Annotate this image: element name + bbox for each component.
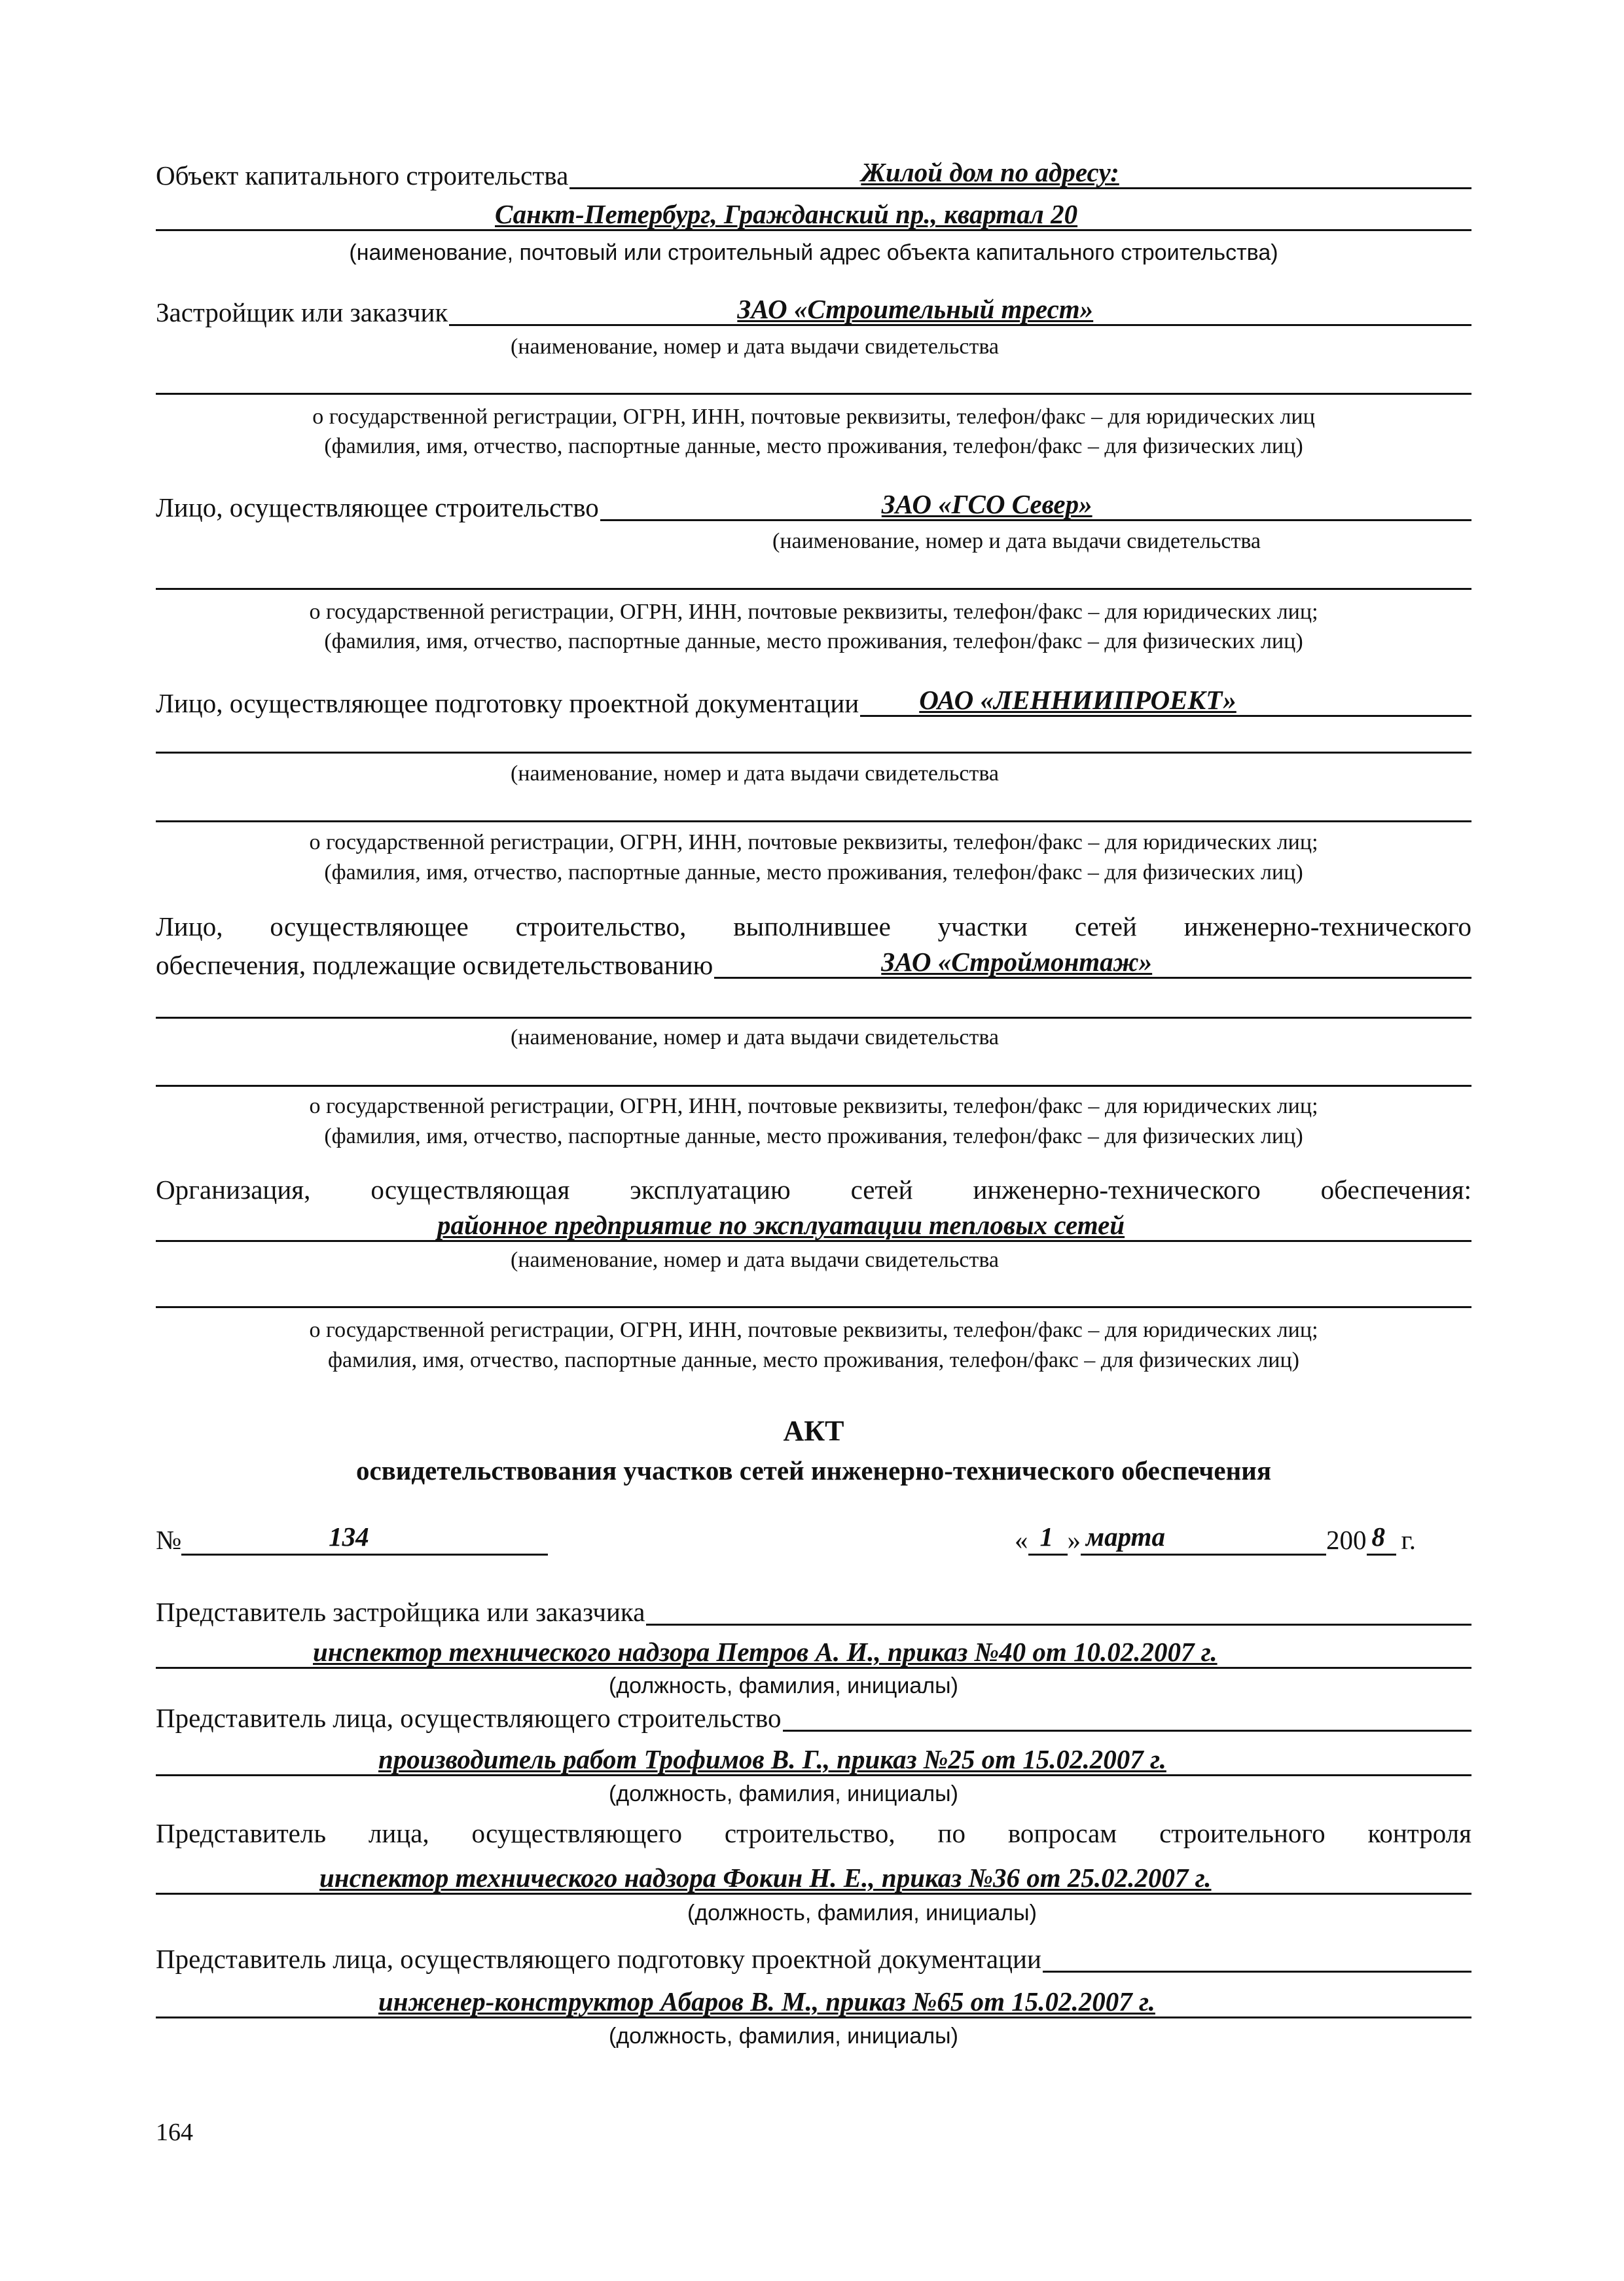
customer-note-1: (наименование, номер и дата выдачи свидетельства (511, 335, 1000, 359)
rep-3-value-field[interactable] (156, 1986, 1471, 2018)
object-field-1[interactable] (569, 157, 1471, 189)
designer-note-2: о государственной регистрации, ОГРН, ИНН, почтовые реквизиты, телефон/факс – для юридических лиц; (309, 830, 1318, 854)
networks-builder-field-3[interactable] (156, 1059, 1471, 1087)
rep-0-note: (должность, фамилия, инициалы) (609, 1673, 958, 1698)
rep-1-value-line (156, 1744, 1471, 1776)
rep-2-value-line (156, 1863, 1471, 1895)
rep-1-field[interactable] (783, 1704, 1472, 1732)
operator-blank-line (156, 1280, 1471, 1308)
designer-field[interactable] (860, 685, 1471, 717)
object-line (156, 157, 1471, 191)
operator-note-3: фамилия, имя, отчество, паспортные данные, место проживания, телефон/факс – для физических лиц) (328, 1348, 1299, 1372)
rep-2-note: (должность, фамилия, инициалы) (687, 1901, 1037, 1925)
operator-field-2[interactable] (156, 1280, 1471, 1308)
act-subtitle: освидетельствования участков сетей инженерно-технического обеспечения (355, 1455, 1272, 1486)
networks-builder-label-2: обеспечения, подлежащие освидетельствованию (156, 950, 713, 980)
act-day-field[interactable] (1028, 1522, 1068, 1556)
customer-note-3: (фамилия, имя, отчество, паспортные данные, место проживания, телефон/факс – для физических лиц) (324, 434, 1303, 458)
rep-1-line (156, 1704, 1471, 1732)
act-year-prefix: 200 (1326, 1525, 1367, 1555)
customer-blank-line (156, 367, 1471, 395)
object-label: Объект капитального строительства (156, 160, 569, 191)
networks-builder-note-2: о государственной регистрации, ОГРН, ИНН, почтовые реквизиты, телефон/факс – для юридических лиц; (309, 1094, 1318, 1118)
rep-0-line (156, 1597, 1471, 1626)
builder-note-3: (фамилия, имя, отчество, паспортные данные, место проживания, телефон/факс – для физических лиц) (324, 629, 1303, 653)
operator-field[interactable] (156, 1210, 1471, 1242)
designer-note-1: (наименование, номер и дата выдачи свидетельства (511, 761, 1000, 786)
builder-field-2[interactable] (156, 562, 1471, 590)
act-date-close-quote: » (1067, 1525, 1081, 1555)
designer-note-3: (фамилия, имя, отчество, паспортные данные, место проживания, телефон/факс – для физических лиц) (324, 860, 1303, 885)
networks-builder-note-3: (фамилия, имя, отчество, паспортные данные, место проживания, телефон/факс – для физических лиц) (324, 1124, 1303, 1148)
rep-2-value-field[interactable] (156, 1863, 1471, 1895)
operator-value: районное предприятие по эксплуатации тепловых сетей (437, 1210, 1125, 1240)
rep-0-label: Представитель застройщика или заказчика (156, 1597, 645, 1627)
rep-3-note: (должность, фамилия, инициалы) (609, 2024, 958, 2049)
builder-note-2: о государственной регистрации, ОГРН, ИНН, почтовые реквизиты, телефон/факс – для юридических лиц; (309, 600, 1318, 624)
rep-3-value-line (156, 1986, 1471, 2018)
builder-line (156, 489, 1471, 522)
rep-2-label: Представитель лица, осуществляющего строительство, по вопросам строительного контроля (156, 1818, 1471, 1848)
builder-value: ЗАО «ГСО Север» (881, 489, 1092, 519)
operator-line (156, 1210, 1471, 1242)
rep-1-value: производитель работ Трофимов В. Г., приказ №25 от 15.02.2007 г. (378, 1744, 1166, 1774)
act-day-value: 1 (1039, 1522, 1053, 1552)
object-note: (наименование, почтовый или строительный адрес объекта капитального строительства) (349, 240, 1278, 265)
designer-label: Лицо, осуществляющее подготовку проектной документации (156, 688, 859, 718)
rep-3-line (156, 1944, 1471, 1973)
customer-field-2[interactable] (156, 367, 1471, 395)
rep-3-label: Представитель лица, осуществляющего подготовку проектной документации (156, 1944, 1041, 1974)
customer-line (156, 294, 1471, 327)
act-number-field[interactable] (181, 1522, 548, 1556)
networks-builder-field-2[interactable] (156, 991, 1471, 1019)
page-number: 164 (156, 2119, 193, 2146)
designer-field-3[interactable] (156, 794, 1471, 822)
networks-builder-label-1: Лицо, осуществляющее строительство, выполнившее участки сетей инженерно-технического (156, 911, 1471, 941)
builder-label: Лицо, осуществляющее строительство (156, 492, 599, 522)
act-title: АКТ (783, 1415, 844, 1447)
object-value-1: Жилой дом по адресу: (861, 157, 1119, 187)
act-date-open-quote: « (1015, 1525, 1028, 1555)
act-number-line (156, 1524, 548, 1556)
object-field-2[interactable] (156, 199, 1471, 231)
rep-0-field[interactable] (646, 1597, 1471, 1626)
builder-note-1: (наименование, номер и дата выдачи свидетельства (772, 529, 1261, 553)
act-month-field[interactable] (1081, 1522, 1326, 1556)
rep-1-note: (должность, фамилия, инициалы) (609, 1781, 958, 1806)
builder-blank-line (156, 562, 1471, 590)
designer-line (156, 685, 1471, 718)
networks-builder-blank-1 (156, 991, 1471, 1019)
rep-2-value: инспектор технического надзора Фокин Н. Е., приказ №36 от 25.02.2007 г. (319, 1863, 1212, 1893)
designer-blank-line-2 (156, 794, 1471, 822)
rep-1-label: Представитель лица, осуществляющего строительство (156, 1703, 782, 1733)
act-date-line (1015, 1524, 1416, 1556)
act-year-digit: 8 (1371, 1522, 1385, 1552)
operator-note-1: (наименование, номер и дата выдачи свидетельства (511, 1248, 1000, 1272)
act-number-value: 134 (329, 1522, 369, 1552)
designer-value: ОАО «ЛЕННИИПРОЕКТ» (919, 685, 1236, 715)
customer-label: Застройщик или заказчик (156, 297, 448, 327)
rep-3-field[interactable] (1043, 1944, 1471, 1973)
object-line-2 (156, 199, 1471, 231)
networks-builder-blank-2 (156, 1059, 1471, 1087)
customer-value: ЗАО «Строительный трест» (737, 294, 1094, 324)
networks-builder-line (156, 947, 1471, 980)
rep-0-value-line (156, 1637, 1471, 1669)
rep-0-value-field[interactable] (156, 1637, 1471, 1669)
rep-0-value: инспектор технического надзора Петров А. И., приказ №40 от 10.02.2007 г. (313, 1637, 1218, 1667)
customer-note-2: о государственной регистрации, ОГРН, ИНН, почтовые реквизиты, телефон/факс – для юридических лиц (312, 405, 1315, 429)
operator-label: Организация, осуществляющая эксплуатацию сетей инженерно-технического обеспечения: (156, 1175, 1471, 1205)
rep-3-value: инженер-конструктор Абаров В. М., приказ №65 от 15.02.2007 г. (378, 1986, 1155, 2016)
operator-note-2: о государственной регистрации, ОГРН, ИНН, почтовые реквизиты, телефон/факс – для юридических лиц; (309, 1318, 1318, 1342)
customer-field[interactable] (449, 294, 1471, 326)
rep-1-value-field[interactable] (156, 1744, 1471, 1776)
act-year-field[interactable] (1367, 1522, 1396, 1556)
designer-blank-line-1 (156, 725, 1471, 754)
act-month-value: марта (1086, 1522, 1165, 1552)
act-year-suffix: г. (1401, 1525, 1416, 1555)
object-value-2: Санкт-Петербург, Гражданский пр., квартал 20 (495, 199, 1078, 229)
designer-field-2[interactable] (156, 725, 1471, 754)
networks-builder-value: ЗАО «Строймонтаж» (881, 947, 1153, 977)
networks-builder-field[interactable] (714, 947, 1471, 979)
networks-builder-note-1: (наименование, номер и дата выдачи свидетельства (511, 1025, 1000, 1049)
act-number-label: № (156, 1525, 182, 1555)
builder-field[interactable] (600, 489, 1471, 521)
